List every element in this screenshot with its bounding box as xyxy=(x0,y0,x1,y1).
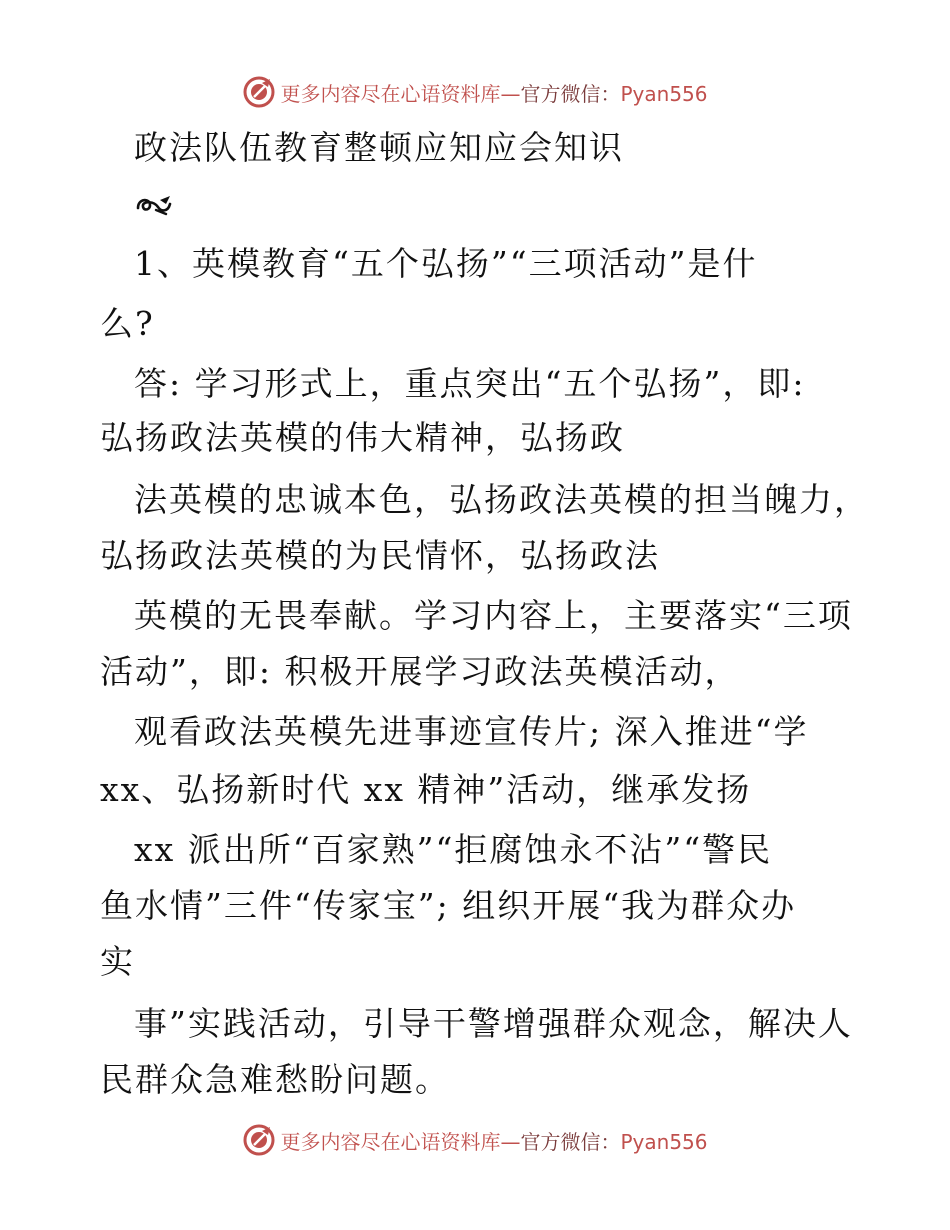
seal-logo-icon xyxy=(242,75,276,109)
document-title: 政法队伍教育整顿应知应会知识 xyxy=(134,128,624,167)
footer-watermark xyxy=(0,1120,950,1160)
watermark-text: 更多内容尽在心语资料库 xyxy=(280,1129,501,1154)
watermark-dash: — xyxy=(500,81,521,106)
answer-line: xx、弘扬新时代 xx 精神”活动，继承发扬 xyxy=(100,770,752,809)
answer-line: xx 派出所“百家熟”“拒腐蚀永不沾”“警民 xyxy=(134,830,773,869)
answer-line: 弘扬政法英模的为民情怀，弘扬政法 xyxy=(100,536,660,575)
answer-line: 法英模的忠诚本色，弘扬政法英模的担当魄力， xyxy=(134,480,869,519)
header-watermark xyxy=(0,72,950,112)
flourish-ornament-icon xyxy=(134,192,174,218)
watermark-dash: — xyxy=(500,1129,521,1154)
answer-line: 观看政法英模先进事迹宣传片; 深入推进“学 xyxy=(134,712,809,751)
answer-line: 活动”，即: 积极开展学习政法英模活动， xyxy=(100,652,740,691)
watermark-text: 更多内容尽在心语资料库 xyxy=(280,81,501,106)
question-line: 么? xyxy=(100,304,155,343)
watermark-official: 官方微信： xyxy=(520,81,621,106)
watermark-official: 官方微信： xyxy=(520,1129,621,1154)
watermark-wechat: Pyan556 xyxy=(620,81,708,106)
answer-line: 弘扬政法英模的伟大精神，弘扬政 xyxy=(100,418,625,457)
answer-line: 事”实践活动，引导干警增强群众观念，解决人 xyxy=(134,1004,853,1043)
seal-logo-icon xyxy=(242,1123,276,1157)
watermark-wechat: Pyan556 xyxy=(620,1129,708,1154)
answer-line: 民群众急难愁盼问题。 xyxy=(100,1060,450,1099)
answer-line: 英模的无畏奉献。学习内容上，主要落实“三项 xyxy=(134,596,853,635)
answer-line: 鱼水情”三件“传家宝”; 组织开展“我为群众办 xyxy=(100,886,797,925)
answer-line: 实 xyxy=(100,942,135,981)
question-line: 1、英模教育“五个弘扬”“三项活动”是什 xyxy=(134,244,758,283)
answer-line: 答: 学习形式上，重点突出“五个弘扬”，即: xyxy=(134,364,806,403)
